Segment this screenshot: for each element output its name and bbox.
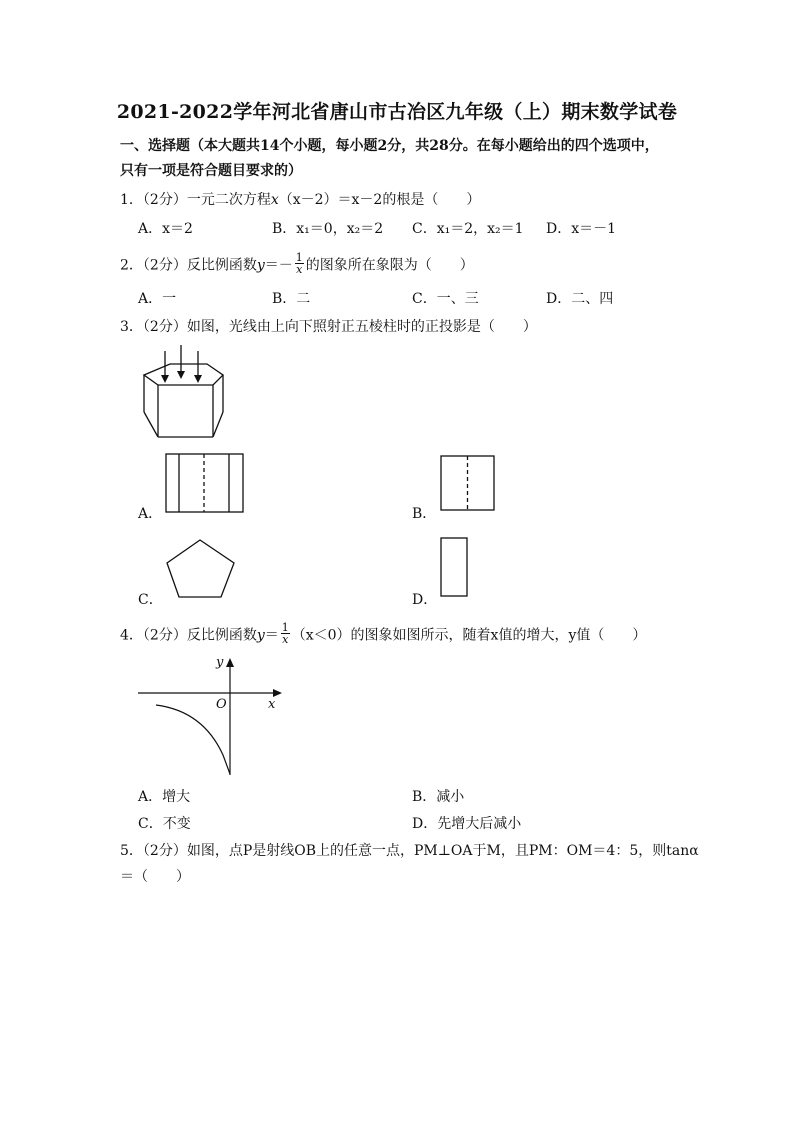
question-3-stem: 3．（2分）如图，光线由上向下照射正五棱柱时的正投影是（ ） xyxy=(120,319,537,335)
q4-option-b[interactable]: B．减小 xyxy=(412,789,465,805)
q4-graph-origin-label: O xyxy=(216,697,227,712)
q1-option-c[interactable]: C．x₁＝2，x₂＝1 xyxy=(412,221,524,237)
q4-option-c[interactable]: C．不变 xyxy=(138,816,191,832)
q2-equals: ＝－ xyxy=(264,257,293,274)
question-5-stem-line1: 5．（2分）如图，点P是射线OB上的任意一点，PM⊥OA于M，且PM：OM＝4：5，则tanα xyxy=(120,843,699,859)
q3-option-d[interactable]: D． xyxy=(412,592,438,608)
q4-stem-part-b: （x＜0）的图象如图所示，随着x值的增大，y值（ ） xyxy=(291,627,647,644)
q3-option-a-figure[interactable] xyxy=(165,453,245,515)
q1-stem-part-b: （x－2）＝x－2的根是（ ） xyxy=(278,192,481,208)
q1-stem-part-a: 1．（2分）一元二次方程 xyxy=(120,192,271,208)
q4-graph-x-label: x xyxy=(268,697,276,712)
q4-stem-part-a: 4．（2分）反比例函数 xyxy=(120,627,257,644)
q4-graph-y-label: y xyxy=(216,655,224,670)
page-title: 2021-2022学年河北省唐山市古冶区九年级（上）期末数学试卷 xyxy=(116,101,678,123)
q4-y-var: y xyxy=(256,627,265,644)
q2-option-a[interactable]: A．一 xyxy=(138,291,177,307)
question-2-stem xyxy=(120,251,474,277)
q1-option-a[interactable]: A．x＝2 xyxy=(138,221,193,237)
q3-option-b[interactable]: B． xyxy=(412,506,437,522)
q2-option-b[interactable]: B．二 xyxy=(272,291,311,307)
q1-option-d[interactable]: D．x＝－1 xyxy=(546,221,617,237)
q4-option-d[interactable]: D．先增大后减小 xyxy=(412,816,522,832)
q2-stem-part-a: 2．（2分）反比例函数 xyxy=(120,257,257,274)
q3-option-c[interactable]: C． xyxy=(138,592,163,608)
section-heading-line1: 一、选择题（本大题共14个小题，每小题2分，共28分。在每小题给出的四个选项中， xyxy=(120,138,659,154)
q2-stem-part-b: 的图象所在象限为（ ） xyxy=(305,257,474,274)
q2-frac-den: x xyxy=(296,263,303,276)
q2-y-var: y xyxy=(256,257,265,274)
question-1-stem xyxy=(120,189,480,209)
q1-variable: x xyxy=(270,192,279,208)
q3-option-b-figure[interactable] xyxy=(440,455,496,513)
q4-function-graph xyxy=(138,655,298,780)
q2-option-d[interactable]: D．二、四 xyxy=(546,291,614,307)
question-5-stem-line2: ＝（ ） xyxy=(120,869,190,885)
q4-frac-den: x xyxy=(282,633,289,646)
q3-option-d-figure[interactable] xyxy=(440,537,470,599)
q4-frac-num: 1 xyxy=(281,621,289,634)
q3-option-a[interactable]: A． xyxy=(138,506,163,522)
q1-option-b[interactable]: B．x₁＝0，x₂＝2 xyxy=(272,221,384,237)
q2-frac-num: 1 xyxy=(295,251,303,264)
q2-option-c[interactable]: C．一、三 xyxy=(412,291,479,307)
q2-fraction xyxy=(295,252,304,275)
q4-fraction xyxy=(281,622,290,645)
q4-equals: ＝ xyxy=(264,627,279,644)
pentagonal-prism-figure xyxy=(135,345,245,440)
section-heading-line2: 只有一项是符合题目要求的） xyxy=(120,163,302,179)
question-4-stem xyxy=(120,621,647,647)
q4-option-a[interactable]: A．增大 xyxy=(138,789,191,805)
q3-option-c-figure[interactable] xyxy=(165,538,237,600)
